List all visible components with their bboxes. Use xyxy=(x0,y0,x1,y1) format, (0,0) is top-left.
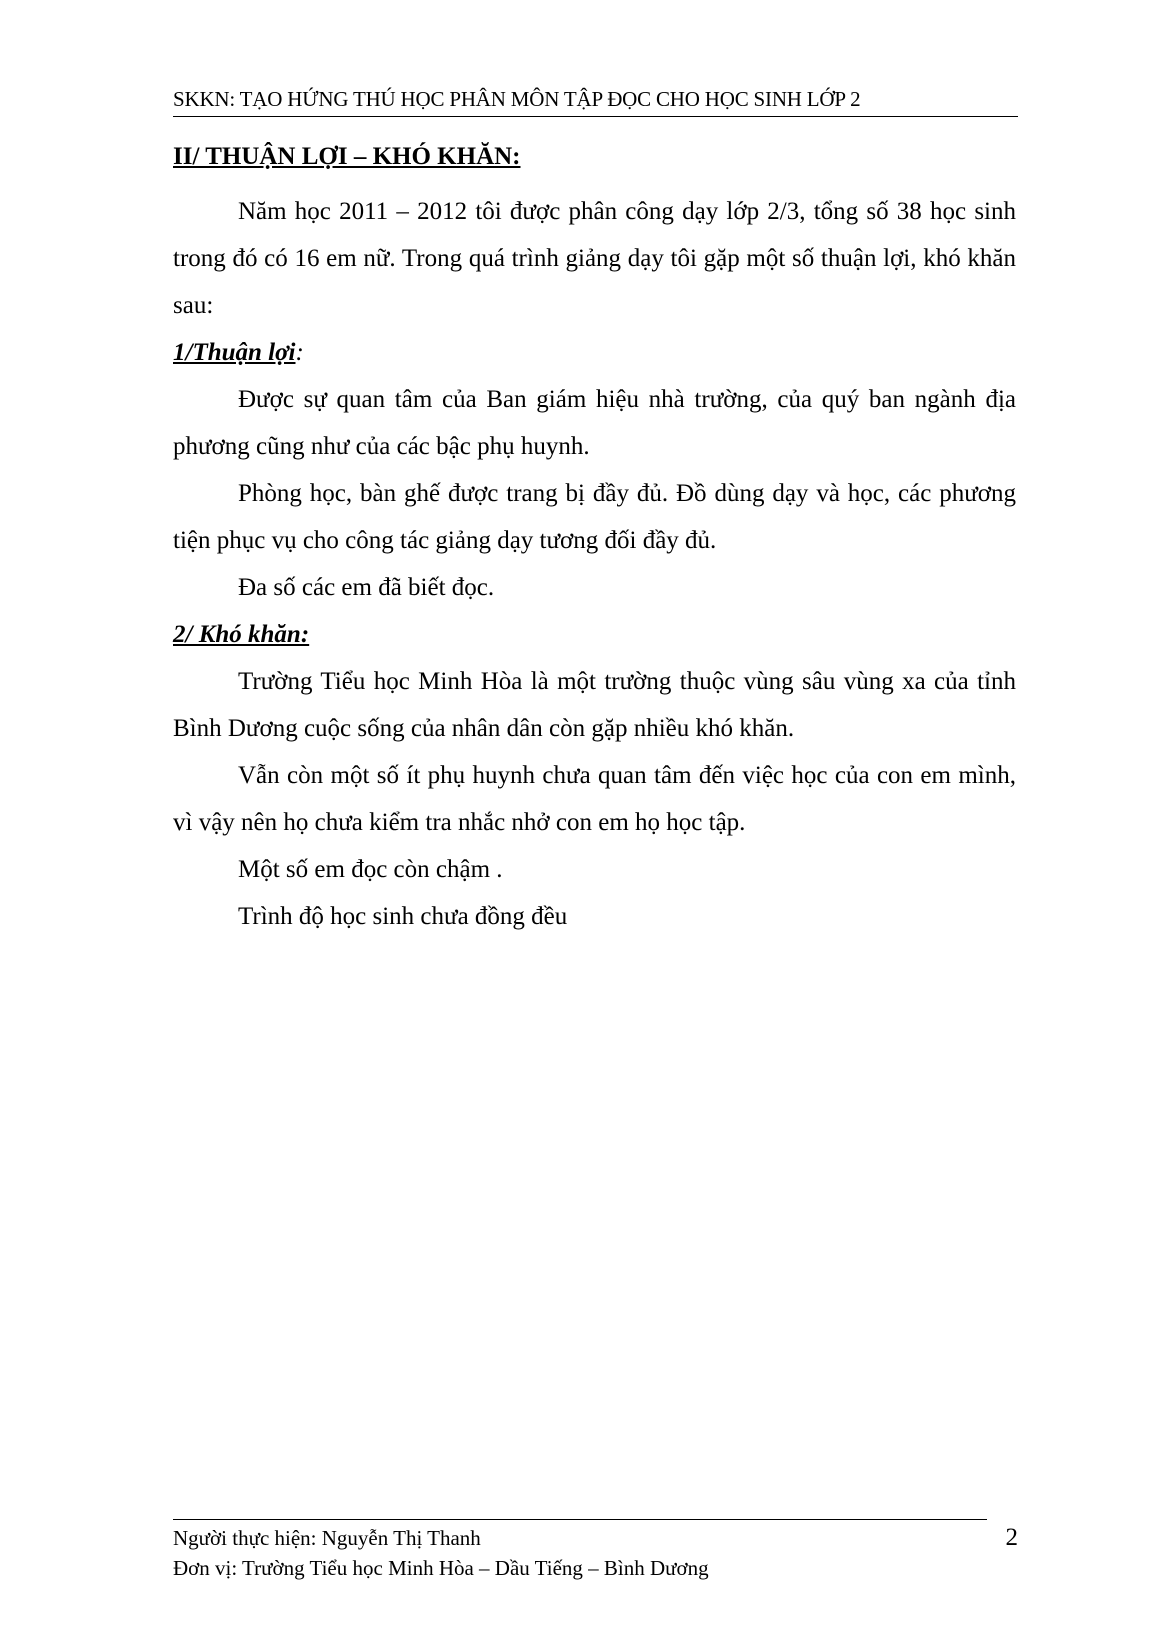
advantages-heading-colon: : xyxy=(295,339,304,366)
advantage-paragraph: Được sự quan tâm của Ban giám hiệu nhà trường, của quý ban ngành địa phương cũng như của các bậc phụ huynh. xyxy=(173,386,1016,460)
advantage-paragraph: Đa số các em đã biết đọc. xyxy=(238,574,495,601)
advantage-paragraph: Phòng học, bàn ghế được trang bị đầy đủ. Đồ dùng dạy và học, các phương tiện phục vụ cho công tác giảng dạy tương đối đầy đủ. xyxy=(173,480,1016,554)
intro-paragraph: Năm học 2011 – 2012 tôi được phân công dạy lớp 2/3, tổng số 38 học sinh trong đó có 16 em nữ. Trong quá trình giảng dạy tôi gặp một số thuận lợi, khó khăn sau: xyxy=(173,198,1016,319)
header-title: SKKN: TẠO HỨNG THÚ HỌC PHÂN MÔN TẬP ĐỌC CHO HỌC SINH LỚP 2 xyxy=(173,87,861,111)
difficulty-paragraph: Vẫn còn một số ít phụ huynh chưa quan tâm đến việc học của con em mình, vì vậy nên họ chưa kiểm tra nhắc nhở con em họ học tập. xyxy=(173,762,1016,836)
difficulties-heading-text: 2/ Khó khăn: xyxy=(173,621,310,648)
difficulties-heading xyxy=(173,611,1016,658)
section-title: II/ THUẬN LỢI – KHÓ KHĂN: xyxy=(173,143,521,170)
footer-divider xyxy=(173,1519,987,1520)
difficulty-paragraph: Trình độ học sinh chưa đồng đều xyxy=(238,903,568,930)
page-number: 2 xyxy=(1005,1524,1018,1551)
footer-unit: Đơn vị: Trường Tiểu học Minh Hòa – Dầu Tiếng – Bình Dương xyxy=(173,1556,709,1580)
page-header xyxy=(173,84,1018,117)
advantages-heading xyxy=(173,329,1016,376)
difficulty-paragraph: Một số em đọc còn chậm . xyxy=(238,856,503,883)
page-footer xyxy=(173,1523,1018,1583)
advantages-heading-text: 1/Thuận lợi xyxy=(173,339,296,366)
difficulty-paragraph: Trường Tiểu học Minh Hòa là một trường thuộc vùng sâu vùng xa của tỉnh Bình Dương cuộc sống của nhân dân còn gặp nhiều khó khăn. xyxy=(173,668,1016,742)
document-body xyxy=(173,140,1016,940)
footer-author: Người thực hiện: Nguyễn Thị Thanh xyxy=(173,1526,481,1550)
